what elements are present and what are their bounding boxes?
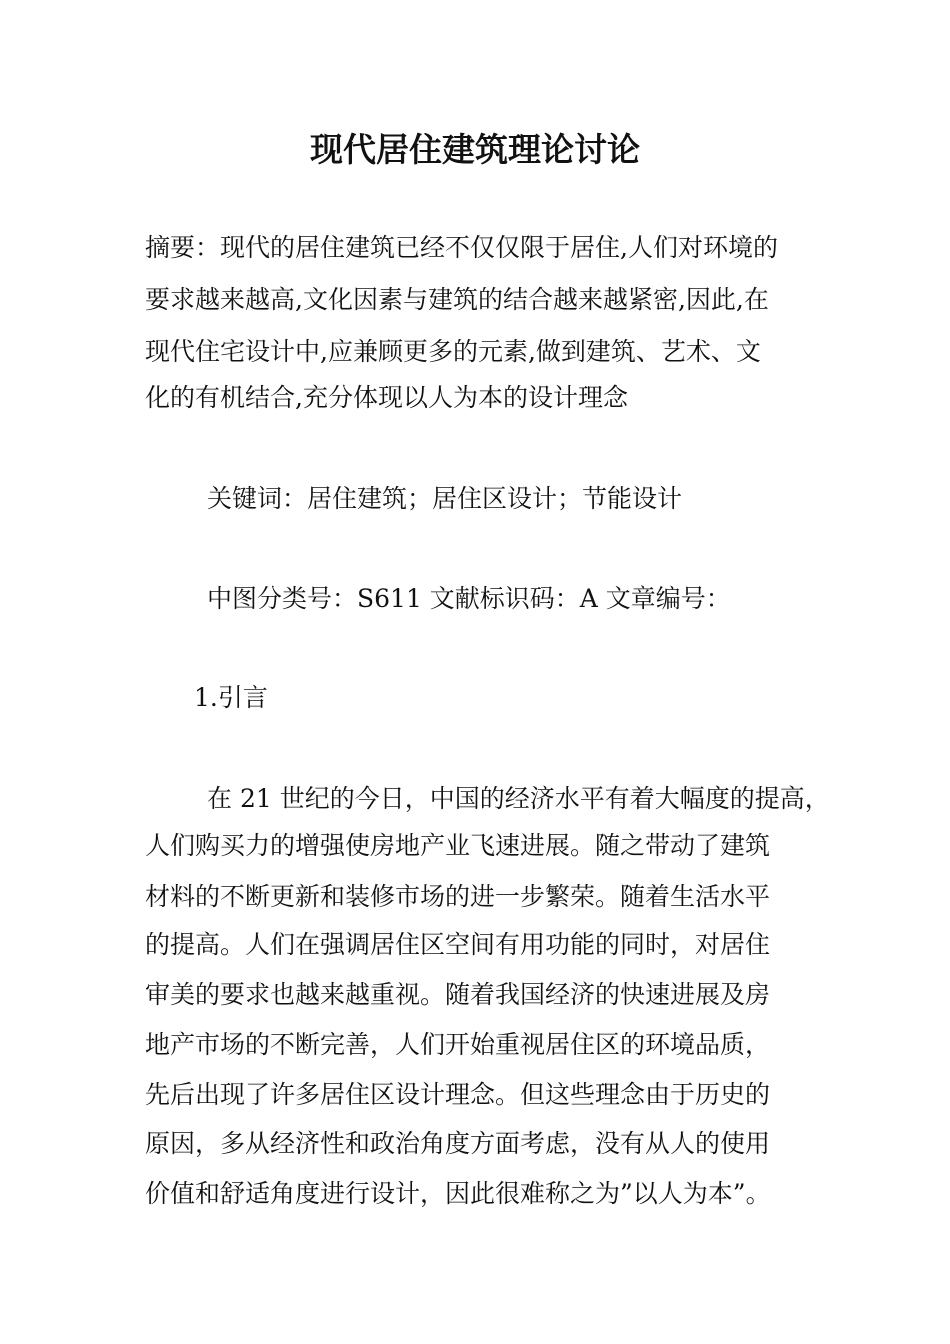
body-line: 先后出现了许多居住区设计理念。但这些理念由于历史的 [145,1080,771,1109]
body-line: 原因，多从经济性和政治角度方面考虑，没有从人的使用 [145,1129,771,1158]
section-heading: 1.引言 [194,683,268,712]
body-line: 地产市场的不断完善，人们开始重视居住区的环境品质， [145,1030,771,1059]
body-line: 材料的不断更新和装修市场的进一步繁荣。随着生活水平 [145,882,771,911]
abstract-line: 化的有机结合,充分体现以人为本的设计理念 [145,383,628,412]
body-line: 价值和舒适角度进行设计，因此很难称之为”以人为本”。 [145,1179,771,1208]
abstract-line: 要求越来越高,文化因素与建筑的结合越来越紧密,因此,在 [145,285,769,314]
body-line: 在 21 世纪的今日，中国的经济水平有着大幅度的提高， [207,784,830,813]
body-line: 人们购买力的增强使房地产业飞速进展。随之带动了建筑 [145,831,771,860]
body-line: 审美的要求也越来越重视。随着我国经济的快速进展及房 [145,980,771,1009]
abstract-line: 摘要：现代的居住建筑已经不仅仅限于居住,人们对环境的 [145,233,778,262]
abstract-line: 现代住宅设计中,应兼顾更多的元素,做到建筑、艺术、文 [145,337,761,366]
keywords: 关键词：居住建筑；居住区设计；节能设计 [207,484,683,513]
body-line: 的提高。人们在强调居住区空间有用功能的同时，对居住 [145,930,771,959]
document-title: 现代居住建筑理论讨论 [310,130,640,169]
classification-info: 中图分类号：S611 文献标识码：A 文章编号： [207,584,731,613]
